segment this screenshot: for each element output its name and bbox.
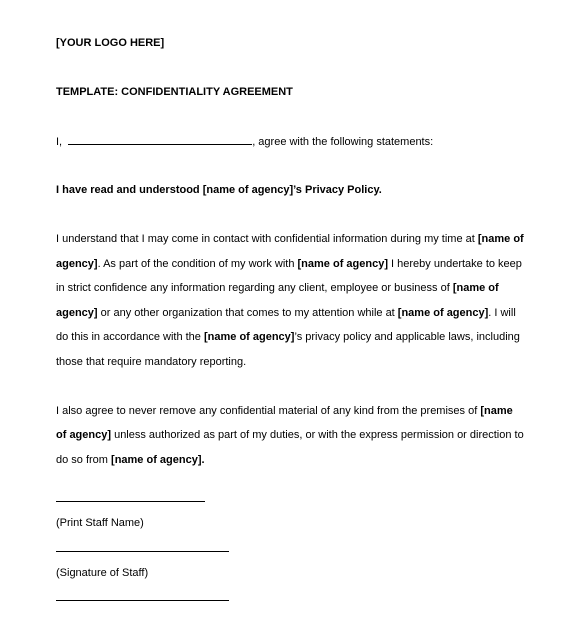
confidentiality-paragraph [56, 232, 526, 379]
paragraph-line: agency] or any other organization that comes to my attention while at [name of agency]. I will [56, 306, 516, 319]
print-staff-name-label: (Print Staff Name) [56, 517, 144, 529]
paragraph-line: I understand that I may come in contact with confidential information during my time at [name of [56, 233, 524, 245]
paragraph-line: I also agree to never remove any confidential material of any kind from the premises of [name [56, 404, 513, 417]
intro-line [56, 134, 526, 159]
intro-prefix: I, [56, 136, 63, 148]
document-title: TEMPLATE: CONFIDENTIALITY AGREEMENT [56, 86, 293, 98]
paragraph-line: those that require mandatory reporting. [56, 355, 247, 368]
agreement-document [56, 36, 526, 601]
signature-line [56, 541, 229, 552]
paragraph-line: in strict confidence any information regarding any client, employee or business of [name of [56, 282, 499, 294]
paragraph-line: agency]. As part of the condition of my work with [name of agency] I hereby undertake to keep [56, 257, 522, 270]
privacy-statement: I have read and understood [name of agency]’s Privacy Policy. [56, 184, 382, 196]
paragraph-line: do so from [name of agency]. [56, 453, 205, 466]
removal-paragraph [56, 404, 526, 478]
paragraph-line: do this in accordance with the [name of agency]’s privacy policy and applicable laws, including [56, 331, 520, 343]
name-blank-line [68, 134, 252, 145]
date-line [56, 590, 229, 601]
print-name-line [56, 491, 205, 502]
intro-suffix: , agree with the following statements: [252, 136, 434, 148]
signature-of-staff-label: (Signature of Staff) [56, 566, 149, 579]
logo-placeholder: [YOUR LOGO HERE] [56, 37, 165, 49]
paragraph-line: of agency] unless authorized as part of my duties, or with the express permission or direction to [56, 429, 524, 441]
